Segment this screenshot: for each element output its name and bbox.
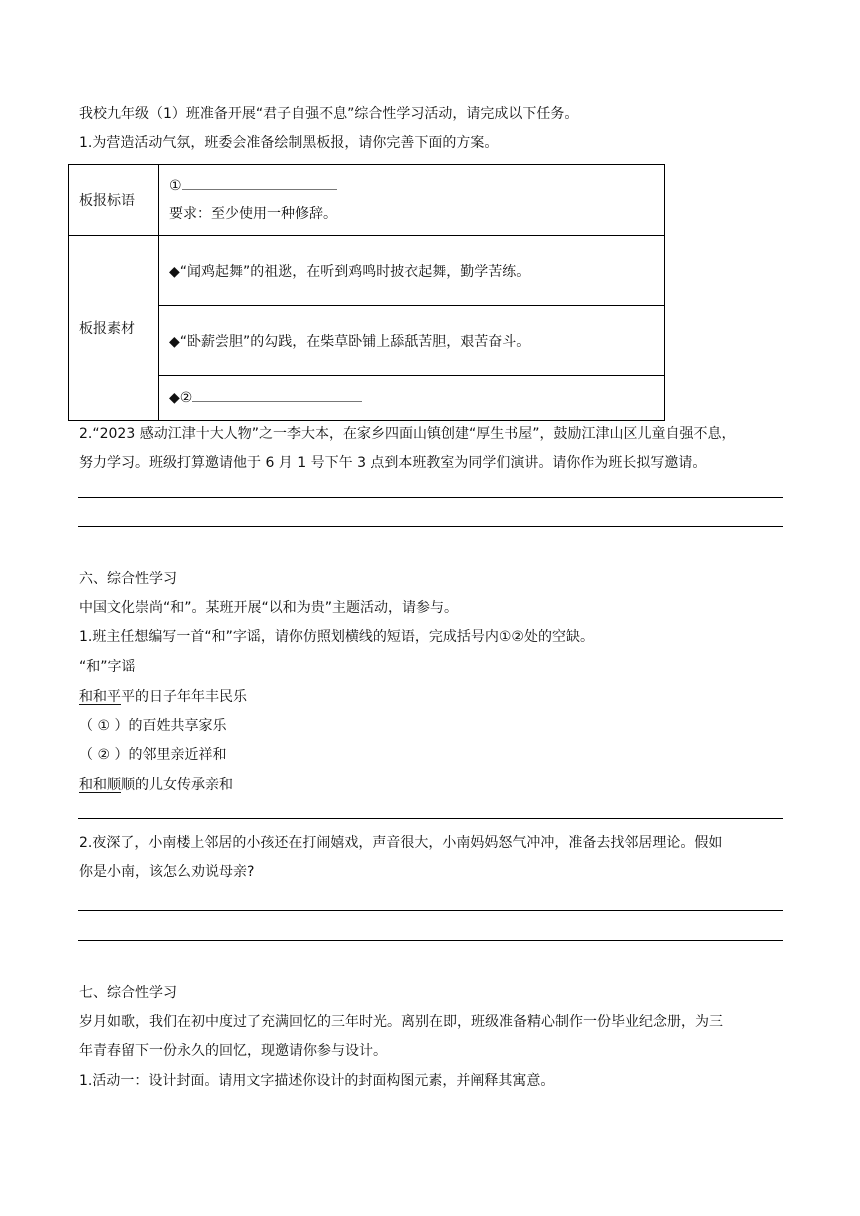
table-row [69,306,665,376]
material-blank[interactable] [192,401,362,402]
section-6-question-1: 1.班主任想编写一首“和”字谣，请你仿照划横线的短语，完成括号内①②处的空缺。 [79,629,594,645]
table-row [69,236,665,306]
poem-line-2: （ ① ）的百姓共享家乐 [79,718,227,734]
answer-line[interactable] [78,940,783,941]
section-7-heading: 七、综合性学习 [79,985,177,1001]
poem-line-1: 和和平平的日子年年丰民乐 [79,689,247,705]
poem-line-4: 和和顺顺的儿女传承亲和 [79,777,233,793]
question-2-line-2: 努力学习。班级打算邀请他于 6 月 1 号下午 3 点到本班教室为同学们演讲。请你作为班长拟写邀请。 [79,455,707,471]
section-7-activity-1: 1.活动一：设计封面。请用文字描述你设计的封面构图元素，并阐释其寓意。 [79,1073,555,1089]
intro-text: 我校九年级（1）班准备开展“君子自强不息”综合性学习活动，请完成以下任务。 [79,106,579,122]
section-6-heading: 六、综合性学习 [79,571,177,587]
material-3-marker: ◆② [169,390,193,406]
answer-line[interactable] [78,818,783,819]
material-item-2: ◆“卧薪尝胆”的勾践，在柴草卧铺上舔舐苦胆，艰苦奋斗。 [159,306,665,376]
slogan-blank[interactable] [182,189,337,190]
underlined-phrase: 和和顺 [79,777,121,793]
section-7-intro-line-1: 岁月如歌，我们在初中度过了充满回忆的三年时光。离别在即，班级准备精心制作一份毕业纪念册，为三 [79,1014,723,1030]
slogan-label: 板报标语 [69,165,159,236]
question-2-line-1: 2.“2023 感动江津十大人物”之一李大本，在家乡四面山镇创建“厚生书屋”，鼓励江津山区儿童自强不息， [79,426,736,442]
answer-line[interactable] [78,497,783,498]
question-1: 1.为营造活动气氛，班委会准备绘制黑板报，请你完善下面的方案。 [79,135,499,151]
answer-line[interactable] [78,526,783,527]
section-6-question-2-line-2: 你是小南，该怎么劝说母亲? [79,864,255,880]
section-7-intro-line-2: 年青春留下一份永久的回忆，现邀请你参与设计。 [79,1043,387,1059]
material-item-1: ◆“闻鸡起舞”的祖逖，在听到鸡鸣时披衣起舞，勤学苦练。 [159,236,665,306]
underlined-phrase: 和和平 [79,689,121,705]
slogan-requirement: 要求：至少使用一种修辞。 [169,206,337,222]
section-6-question-2-line-1: 2.夜深了，小南楼上邻居的小孩还在打闹嬉戏，声音很大，小南妈妈怒气冲冲，准备去找邻居理论。假如 [79,835,723,851]
material-item-3 [159,376,665,421]
table-row [69,376,665,421]
slogan-marker: ① [169,178,182,194]
blackboard-plan-table [68,164,665,421]
slogan-cell [159,165,665,236]
poem-title: “和”字谣 [79,659,136,675]
answer-line[interactable] [78,910,783,911]
section-6-intro: 中国文化崇尚“和”。某班开展“以和为贵”主题活动，请参与。 [79,600,459,616]
table-row [69,165,665,236]
material-label: 板报素材 [69,236,159,421]
poem-line-3: （ ② ）的邻里亲近祥和 [79,747,227,763]
